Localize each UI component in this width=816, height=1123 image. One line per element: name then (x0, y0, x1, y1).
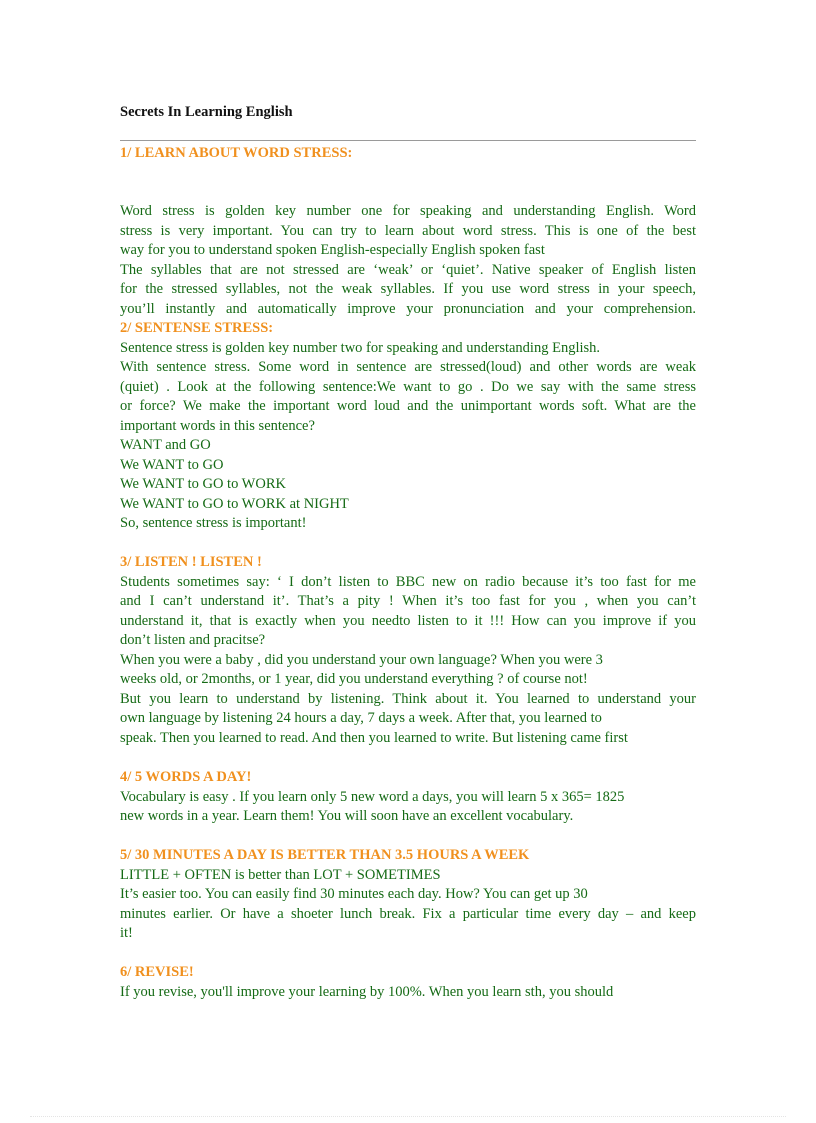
section-2-heading: 2/ SENTENSE STRESS: (120, 320, 274, 336)
section-1-line: you’ll instantly and automatically improve your pronunciation and your comprehension. (120, 300, 696, 317)
section-2-line: Sentence stress is golden key number two for speaking and understanding English. (120, 339, 601, 356)
section-3-line: understand it, that is exactly when you needto listen to it !!! How can you improve if you (120, 612, 696, 629)
section-2-line: We WANT to GO (120, 456, 224, 473)
section-2-line: With sentence stress. Some word in sentence are stressed(loud) and other words are weak (120, 359, 696, 375)
section-4-line: Vocabulary is easy . If you learn only 5 new word a days, you will learn 5 x 365= 1825 (120, 788, 625, 805)
section-1-line: The syllables that are not stressed are ‘weak’ or ‘quiet’. Native speaker of English listen (120, 261, 696, 278)
section-3-line: speak. Then you learned to read. And then you learned to write. But listening came first (120, 729, 628, 746)
section-4-line: new words in a year. Learn them! You will soon have an excellent vocabulary. (120, 808, 574, 824)
section-5-heading: 5/ 30 MINUTES A DAY IS BETTER THAN 3.5 HOURS A WEEK (120, 847, 530, 863)
title-divider (120, 140, 696, 141)
section-1-line: for the stressed syllables, not the weak syllables. If you use word stress in your speech, (120, 281, 696, 297)
section-5-line: minutes earlier. Or have a shoeter lunch break. Fix a particular time every day – and keep (120, 905, 696, 922)
section-2-line: or force? We make the important word loud and the unimportant words soft. What are the (120, 398, 696, 414)
section-3-line: weeks old, or 2months, or 1 year, did you understand everything ? of course not! (120, 671, 588, 687)
section-2-line: (quiet) . Look at the following sentence:We want to go . Do we say with the same stress (120, 378, 696, 395)
section-3-line: But you learn to understand by listening. Think about it. You learned to understand your (120, 690, 696, 707)
section-3-heading: 3/ LISTEN ! LISTEN ! (120, 554, 262, 570)
section-2-line: So, sentence stress is important! (120, 515, 307, 531)
section-3-line: don’t listen and pracitse? (120, 632, 266, 648)
section-3-line: When you were a baby , did you understand your own language? When you were 3 (120, 651, 603, 668)
section-3-line: and I can’t understand it’. That’s a pity ! When it’s too fast for you , when you can’t (120, 593, 696, 609)
section-1-heading: 1/ LEARN ABOUT WORD STRESS: (120, 145, 353, 161)
section-5-line: it! (120, 925, 133, 941)
page-edge-divider (30, 1116, 786, 1117)
section-1-line: way for you to understand spoken English-especially English spoken fast (120, 242, 545, 258)
section-6-heading: 6/ REVISE! (120, 964, 194, 980)
section-3-line: Students sometimes say: ‘ I don’t listen to BBC new on radio because it’s too fast for me (120, 573, 696, 590)
section-4-heading: 4/ 5 WORDS A DAY! (120, 769, 252, 785)
section-3-line: own language by listening 24 hours a day, 7 days a week. After that, you learned to (120, 710, 602, 726)
section-2-line: WANT and GO (120, 437, 211, 453)
section-6-line: If you revise, you'll improve your learning by 100%. When you learn sth, you should (120, 983, 614, 1000)
section-2-line: We WANT to GO to WORK (120, 476, 286, 492)
section-2-line: We WANT to GO to WORK at NIGHT (120, 495, 349, 512)
document-title: Secrets In Learning English (120, 104, 293, 120)
section-1-line: Word stress is golden key number one for speaking and understanding English. Word (120, 203, 696, 219)
section-5-line: LITTLE + OFTEN is better than LOT + SOMETIMES (120, 866, 441, 883)
section-5-line: It’s easier too. You can easily find 30 minutes each day. How? You can get up 30 (120, 886, 588, 902)
section-1-line: stress is very important. You can try to learn about word stress. This is one of the best (120, 222, 696, 239)
section-2-line: important words in this sentence? (120, 417, 315, 434)
